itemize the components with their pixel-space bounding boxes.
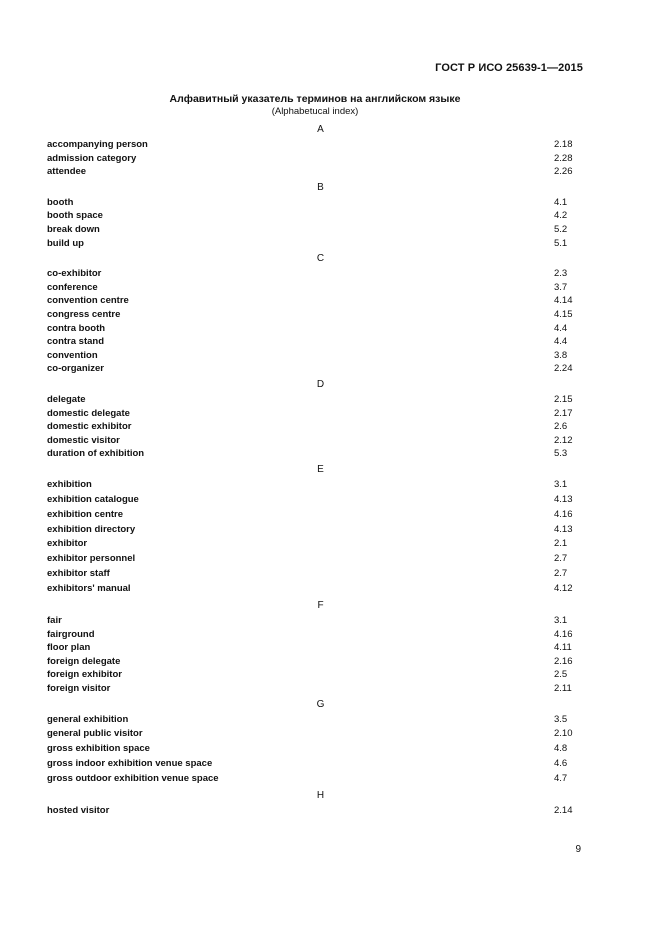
entry-reference: 2.16	[554, 655, 573, 667]
index-section	[47, 461, 582, 597]
entry-reference: 5.2	[554, 223, 568, 235]
index-entry	[47, 537, 582, 552]
entry-reference: 4.15	[554, 308, 573, 320]
index-entry	[47, 447, 582, 461]
section-letter: E	[317, 463, 324, 475]
entry-term: attendee	[47, 166, 87, 178]
section-letter: H	[316, 790, 325, 802]
entry-reference: 2.12	[554, 434, 573, 446]
entry-reference: 2.24	[554, 363, 573, 375]
index-entry	[47, 407, 582, 421]
entry-term: hosted visitor	[47, 805, 110, 817]
entry-term: admission category	[47, 152, 137, 164]
entry-term: gross exhibition space	[47, 743, 150, 755]
index-title: Алфавитный указатель терминов на английском языке	[169, 93, 461, 105]
entry-term: duration of exhibition	[47, 448, 145, 460]
index-entry	[47, 641, 582, 655]
index-section	[47, 696, 582, 787]
index-entry	[47, 196, 582, 210]
entry-term: congress centre	[47, 308, 121, 320]
index-entry	[47, 237, 582, 251]
alphabetical-index	[47, 121, 582, 818]
entry-term: convention centre	[47, 295, 129, 307]
index-entry	[47, 294, 582, 308]
entry-term: exhibitor	[47, 538, 88, 550]
index-entry	[47, 362, 582, 376]
index-entry	[47, 508, 582, 523]
entry-reference: 4.13	[554, 493, 573, 505]
index-section	[47, 121, 582, 179]
entry-reference: 4.8	[554, 743, 568, 755]
index-entry	[47, 281, 582, 295]
entry-reference: 4.4	[554, 336, 568, 348]
index-entry	[47, 478, 582, 493]
entry-term: exhibition catalogue	[47, 493, 139, 505]
entry-reference: 3.7	[554, 281, 568, 293]
index-entry	[47, 523, 582, 538]
index-entry	[47, 393, 582, 407]
entry-reference: 4.7	[554, 773, 568, 785]
entry-term: general public visitor	[47, 728, 143, 740]
entry-term: conference	[47, 281, 98, 293]
section-letter: C	[316, 253, 325, 265]
index-section	[47, 787, 582, 818]
entry-reference: 2.15	[554, 393, 573, 405]
entry-reference: 3.1	[554, 615, 568, 626]
section-letter: F	[317, 600, 324, 611]
entry-term: break down	[47, 223, 100, 235]
entry-reference: 2.28	[554, 152, 573, 164]
entry-term: domestic exhibitor	[47, 421, 132, 433]
entry-term: contra booth	[47, 322, 106, 334]
entry-term: accompanying person	[47, 139, 148, 150]
entry-term: foreign delegate	[47, 655, 121, 667]
entry-reference: 3.1	[554, 478, 568, 490]
entry-term: domestic visitor	[47, 434, 120, 446]
entry-reference: 2.11	[554, 682, 572, 694]
entry-term: booth space	[47, 210, 103, 222]
index-entry	[47, 552, 582, 567]
index-subtitle: (Alphabetucal index)	[271, 106, 359, 117]
entry-reference: 5.3	[554, 448, 568, 460]
index-entry	[47, 727, 582, 742]
entry-reference: 2.7	[554, 568, 568, 580]
index-entry	[47, 682, 582, 696]
entry-reference: 4.16	[554, 628, 573, 640]
index-entry	[47, 165, 582, 179]
entry-term: foreign visitor	[47, 682, 111, 694]
entry-term: foreign exhibitor	[47, 669, 122, 681]
entry-term: co-exhibitor	[47, 268, 102, 280]
entry-term: exhibitor staff	[47, 568, 110, 580]
index-entry	[47, 223, 582, 237]
entry-reference: 4.16	[554, 508, 573, 520]
entry-reference: 2.18	[554, 139, 573, 150]
entry-reference: 4.4	[554, 322, 568, 334]
index-entry	[47, 804, 582, 818]
entry-reference: 4.14	[554, 295, 573, 307]
entry-reference: 2.6	[554, 421, 568, 433]
index-entry	[47, 152, 582, 166]
index-entry	[47, 308, 582, 322]
section-letter: G	[316, 698, 325, 710]
entry-reference: 2.7	[554, 553, 568, 565]
entry-term: exhibition centre	[47, 508, 124, 520]
index-section	[47, 597, 582, 696]
entry-term: convention	[47, 349, 98, 361]
index-entry	[47, 420, 582, 434]
entry-reference: 2.14	[554, 805, 573, 817]
entry-reference: 4.6	[554, 758, 568, 770]
index-entry	[47, 655, 582, 669]
index-entry	[47, 713, 582, 728]
entry-term: general exhibition	[47, 713, 129, 725]
entry-term: exhibition directory	[47, 523, 136, 535]
entry-reference: 2.26	[554, 166, 573, 178]
entry-reference: 2.3	[554, 268, 568, 280]
index-section	[47, 376, 582, 461]
index-entry	[47, 582, 582, 597]
entry-term: fairground	[47, 628, 95, 640]
section-letter: B	[317, 181, 324, 193]
section-letter: A	[317, 124, 324, 135]
index-entry	[47, 668, 582, 682]
entry-reference: 4.1	[554, 196, 568, 208]
entry-reference: 4.12	[554, 583, 573, 595]
index-entry	[47, 772, 582, 787]
index-entry	[47, 434, 582, 448]
index-entry	[47, 567, 582, 582]
entry-term: booth	[47, 196, 74, 208]
index-section	[47, 250, 582, 376]
entry-term: domestic delegate	[47, 407, 130, 419]
index-entry	[47, 742, 582, 757]
entry-reference: 3.5	[554, 713, 568, 725]
page-number: 9	[575, 844, 581, 855]
entry-term: exhibitors' manual	[47, 583, 131, 595]
index-entry	[47, 138, 582, 152]
entry-term: build up	[47, 237, 84, 249]
entry-reference: 2.1	[554, 538, 568, 550]
entry-reference: 4.2	[554, 210, 568, 222]
entry-reference: 4.13	[554, 523, 573, 535]
entry-reference: 2.5	[554, 669, 568, 681]
index-entry	[47, 267, 582, 281]
entry-term: contra stand	[47, 336, 105, 348]
index-entry	[47, 614, 582, 628]
entry-reference: 3.8	[554, 349, 568, 361]
entry-term: co-organizer	[47, 363, 105, 375]
index-entry	[47, 628, 582, 642]
entry-reference: 2.10	[554, 728, 573, 740]
index-section	[47, 179, 582, 250]
entry-reference: 5.1	[554, 237, 568, 249]
index-entry	[47, 335, 582, 349]
index-entry	[47, 757, 582, 772]
entry-term: gross indoor exhibition venue space	[47, 758, 213, 770]
index-entry	[47, 493, 582, 508]
index-entry	[47, 349, 582, 363]
entry-term: gross outdoor exhibition venue space	[47, 773, 219, 785]
entry-reference: 2.17	[554, 407, 573, 419]
index-entry	[47, 322, 582, 336]
document-header: ГОСТ Р ИСО 25639-1—2015	[435, 62, 583, 74]
index-entry	[47, 209, 582, 223]
entry-term: delegate	[47, 393, 86, 405]
entry-term: exhibition	[47, 478, 92, 490]
entry-term: exhibitor personnel	[47, 553, 136, 565]
section-letter: D	[316, 378, 325, 390]
entry-term: floor plan	[47, 642, 91, 654]
entry-reference: 4.11	[554, 642, 572, 654]
entry-term: fair	[47, 615, 62, 626]
